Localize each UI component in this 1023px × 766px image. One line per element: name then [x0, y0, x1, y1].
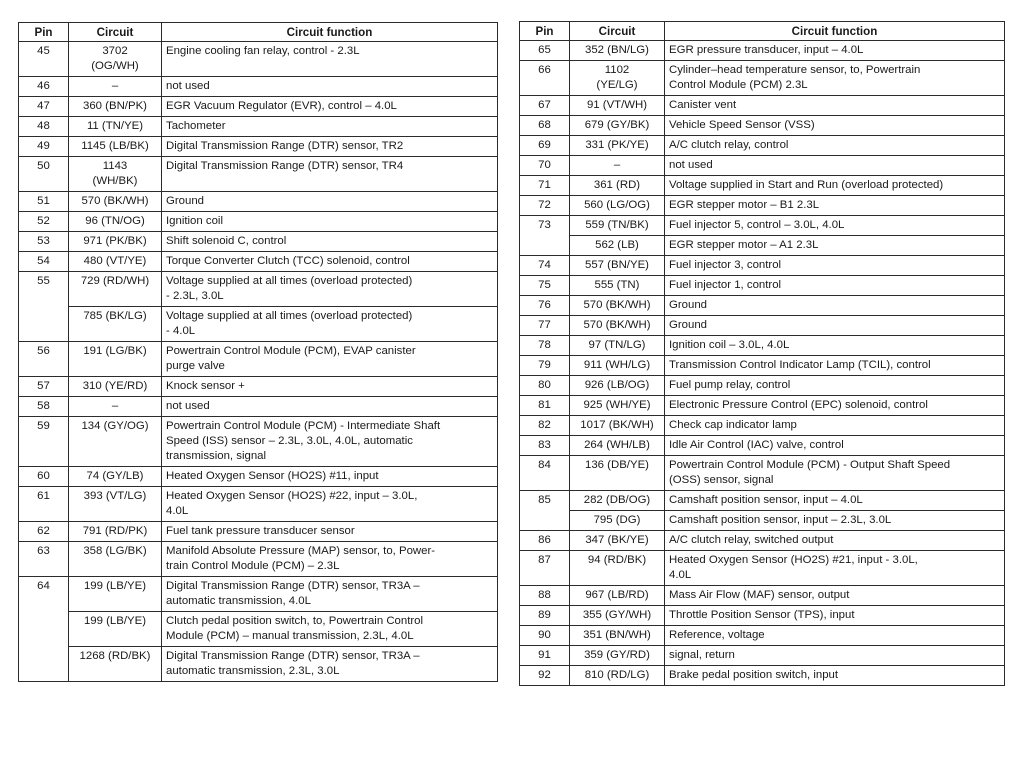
circuit-function-cell: Voltage supplied in Start and Run (overload protected)	[665, 176, 1005, 196]
circuit-function-cell: Camshaft position sensor, input – 2.3L, 3.0L	[665, 511, 1005, 531]
circuit-cell: 1268 (RD/BK)	[69, 647, 162, 682]
pin-cell: 62	[19, 522, 69, 542]
table-row	[520, 666, 1005, 686]
pin-cell: 84	[520, 456, 570, 491]
pin-cell: 81	[520, 396, 570, 416]
circuit-cell: 729 (RD/WH)	[69, 272, 162, 307]
circuit-function-cell: Camshaft position sensor, input – 4.0L	[665, 491, 1005, 511]
pin-cell: 92	[520, 666, 570, 686]
table-row	[19, 252, 498, 272]
circuit-function-cell: Fuel injector 5, control – 3.0L, 4.0L	[665, 216, 1005, 236]
circuit-function-cell: Brake pedal position switch, input	[665, 666, 1005, 686]
circuit-cell: 199 (LB/YE)	[69, 612, 162, 647]
circuit-cell: 91 (VT/WH)	[570, 96, 665, 116]
circuit-function-cell: Reference, voltage	[665, 626, 1005, 646]
circuit-cell: 791 (RD/PK)	[69, 522, 162, 542]
circuit-function-cell: Fuel tank pressure transducer sensor	[162, 522, 498, 542]
pin-header: Pin	[19, 23, 69, 42]
pin-cell: 90	[520, 626, 570, 646]
circuit-function-cell: Ground	[162, 192, 498, 212]
pin-cell: 85	[520, 491, 570, 531]
circuit-cell: 360 (BN/PK)	[69, 97, 162, 117]
table-row	[19, 417, 498, 467]
table-row	[520, 276, 1005, 296]
circuit-cell: 358 (LG/BK)	[69, 542, 162, 577]
table-row	[520, 216, 1005, 236]
circuit-cell: 555 (TN)	[570, 276, 665, 296]
circuit-cell: –	[69, 397, 162, 417]
circuit-cell: 393 (VT/LG)	[69, 487, 162, 522]
circuit-function-cell: Clutch pedal position switch, to, Powertrain Control Module (PCM) – manual transmission, 2.3L, 4.0L	[162, 612, 498, 647]
pin-cell: 59	[19, 417, 69, 467]
circuit-function-cell: not used	[665, 156, 1005, 176]
circuit-cell: 480 (VT/YE)	[69, 252, 162, 272]
pin-cell: 45	[19, 42, 69, 77]
circuit-function-cell: Digital Transmission Range (DTR) sensor, TR3A – automatic transmission, 2.3L, 3.0L	[162, 647, 498, 682]
pin-cell: 69	[520, 136, 570, 156]
circuit-function-cell: not used	[162, 77, 498, 97]
pin-cell: 48	[19, 117, 69, 137]
circuit-cell: 911 (WH/LG)	[570, 356, 665, 376]
circuit-function-cell: Fuel injector 1, control	[665, 276, 1005, 296]
circuit-cell: 331 (PK/YE)	[570, 136, 665, 156]
circuit-function-cell: Manifold Absolute Pressure (MAP) sensor, to, Power- train Control Module (PCM) – 2.3L	[162, 542, 498, 577]
table-row	[520, 511, 1005, 531]
circuit-function-cell: Ground	[665, 316, 1005, 336]
pin-cell: 88	[520, 586, 570, 606]
circuit-cell: 355 (GY/WH)	[570, 606, 665, 626]
pin-cell: 82	[520, 416, 570, 436]
pin-cell: 63	[19, 542, 69, 577]
circuit-cell: 347 (BK/YE)	[570, 531, 665, 551]
pin-cell: 89	[520, 606, 570, 626]
circuit-function-cell: EGR pressure transducer, input – 4.0L	[665, 41, 1005, 61]
table-row	[19, 522, 498, 542]
pin-cell: 53	[19, 232, 69, 252]
circuit-function-cell: Electronic Pressure Control (EPC) solenoid, control	[665, 396, 1005, 416]
circuit-cell: 557 (BN/YE)	[570, 256, 665, 276]
table-row	[19, 647, 498, 682]
header-row	[19, 23, 498, 42]
circuit-cell: 94 (RD/BK)	[570, 551, 665, 586]
pin-table-right	[519, 21, 1005, 686]
circuit-cell: 560 (LG/OG)	[570, 196, 665, 216]
table-row	[520, 396, 1005, 416]
pin-table-left	[18, 22, 498, 682]
pin-cell: 76	[520, 296, 570, 316]
circuit-function-cell: EGR stepper motor – B1 2.3L	[665, 196, 1005, 216]
circuit-cell: 971 (PK/BK)	[69, 232, 162, 252]
pin-cell: 87	[520, 551, 570, 586]
table-row	[520, 376, 1005, 396]
table-row	[520, 491, 1005, 511]
circuit-header: Circuit	[69, 23, 162, 42]
circuit-function-cell: Knock sensor +	[162, 377, 498, 397]
circuit-cell: 310 (YE/RD)	[69, 377, 162, 397]
circuit-cell: –	[69, 77, 162, 97]
table-row	[520, 606, 1005, 626]
table-row	[520, 136, 1005, 156]
circuit-cell: 351 (BN/WH)	[570, 626, 665, 646]
circuit-cell: 559 (TN/BK)	[570, 216, 665, 236]
circuit-cell: 810 (RD/LG)	[570, 666, 665, 686]
pin-cell: 54	[19, 252, 69, 272]
table-row	[520, 356, 1005, 376]
table-row	[520, 96, 1005, 116]
circuit-header: Circuit	[570, 22, 665, 41]
pin-cell: 50	[19, 157, 69, 192]
table-row	[520, 256, 1005, 276]
pin-cell: 91	[520, 646, 570, 666]
circuit-cell: 134 (GY/OG)	[69, 417, 162, 467]
pin-cell: 65	[520, 41, 570, 61]
pin-header: Pin	[520, 22, 570, 41]
circuit-cell: 785 (BK/LG)	[69, 307, 162, 342]
circuit-function-cell: EGR Vacuum Regulator (EVR), control – 4.0L	[162, 97, 498, 117]
pin-cell: 57	[19, 377, 69, 397]
table-row	[19, 97, 498, 117]
table-row	[19, 487, 498, 522]
circuit-cell: 795 (DG)	[570, 511, 665, 531]
circuit-function-header: Circuit function	[162, 23, 498, 42]
circuit-cell: 352 (BN/LG)	[570, 41, 665, 61]
circuit-cell: 1145 (LB/BK)	[69, 137, 162, 157]
circuit-cell: 1017 (BK/WH)	[570, 416, 665, 436]
pin-cell: 58	[19, 397, 69, 417]
table-row	[520, 296, 1005, 316]
circuit-function-cell: Transmission Control Indicator Lamp (TCIL), control	[665, 356, 1005, 376]
circuit-function-header: Circuit function	[665, 22, 1005, 41]
circuit-function-cell: signal, return	[665, 646, 1005, 666]
table-row	[520, 61, 1005, 96]
table-row	[520, 436, 1005, 456]
circuit-cell: 359 (GY/RD)	[570, 646, 665, 666]
circuit-function-cell: Vehicle Speed Sensor (VSS)	[665, 116, 1005, 136]
circuit-cell: 1102 (YE/LG)	[570, 61, 665, 96]
circuit-function-cell: Torque Converter Clutch (TCC) solenoid, control	[162, 252, 498, 272]
header-row	[520, 22, 1005, 41]
circuit-cell: –	[570, 156, 665, 176]
circuit-cell: 11 (TN/YE)	[69, 117, 162, 137]
circuit-function-cell: A/C clutch relay, control	[665, 136, 1005, 156]
pin-cell: 79	[520, 356, 570, 376]
table-row	[19, 232, 498, 252]
pin-cell: 71	[520, 176, 570, 196]
circuit-cell: 136 (DB/YE)	[570, 456, 665, 491]
table-row	[520, 416, 1005, 436]
circuit-function-cell: Check cap indicator lamp	[665, 416, 1005, 436]
pin-cell: 77	[520, 316, 570, 336]
table-row	[520, 41, 1005, 61]
circuit-function-cell: Idle Air Control (IAC) valve, control	[665, 436, 1005, 456]
circuit-function-cell: Powertrain Control Module (PCM) - Output Shaft Speed (OSS) sensor, signal	[665, 456, 1005, 491]
table-row	[19, 307, 498, 342]
circuit-function-cell: Ignition coil – 3.0L, 4.0L	[665, 336, 1005, 356]
table-row	[520, 336, 1005, 356]
pin-cell: 83	[520, 436, 570, 456]
circuit-cell: 570 (BK/WH)	[69, 192, 162, 212]
table-row	[19, 42, 498, 77]
pin-cell: 74	[520, 256, 570, 276]
circuit-function-cell: Throttle Position Sensor (TPS), input	[665, 606, 1005, 626]
circuit-function-cell: Heated Oxygen Sensor (HO2S) #22, input – 3.0L, 4.0L	[162, 487, 498, 522]
pin-cell: 64	[19, 577, 69, 682]
pin-cell: 55	[19, 272, 69, 342]
circuit-function-cell: Powertrain Control Module (PCM) - Intermediate Shaft Speed (ISS) sensor – 2.3L, 3.0L, 4.0L, automatic transmission, signal	[162, 417, 498, 467]
table-row	[19, 192, 498, 212]
circuit-function-cell: Heated Oxygen Sensor (HO2S) #21, input - 3.0L, 4.0L	[665, 551, 1005, 586]
table-row	[19, 212, 498, 232]
table-row	[520, 456, 1005, 491]
circuit-cell: 570 (BK/WH)	[570, 316, 665, 336]
table-row	[520, 316, 1005, 336]
circuit-function-cell: Engine cooling fan relay, control - 2.3L	[162, 42, 498, 77]
table-row	[19, 542, 498, 577]
circuit-cell: 679 (GY/BK)	[570, 116, 665, 136]
table-row	[520, 626, 1005, 646]
circuit-cell: 925 (WH/YE)	[570, 396, 665, 416]
circuit-function-cell: Voltage supplied at all times (overload protected) - 2.3L, 3.0L	[162, 272, 498, 307]
table-row	[19, 467, 498, 487]
circuit-cell: 3702 (OG/WH)	[69, 42, 162, 77]
circuit-function-cell: Mass Air Flow (MAF) sensor, output	[665, 586, 1005, 606]
table-row	[520, 586, 1005, 606]
table-row	[19, 117, 498, 137]
table-row	[19, 377, 498, 397]
circuit-cell: 967 (LB/RD)	[570, 586, 665, 606]
circuit-function-cell: Digital Transmission Range (DTR) sensor, TR3A – automatic transmission, 4.0L	[162, 577, 498, 612]
table-row	[19, 272, 498, 307]
circuit-function-cell: A/C clutch relay, switched output	[665, 531, 1005, 551]
circuit-function-cell: Tachometer	[162, 117, 498, 137]
pin-cell: 46	[19, 77, 69, 97]
pin-cell: 49	[19, 137, 69, 157]
table-row	[19, 137, 498, 157]
table-row	[520, 551, 1005, 586]
pin-cell: 73	[520, 216, 570, 256]
pin-cell: 56	[19, 342, 69, 377]
circuit-cell: 1143 (WH/BK)	[69, 157, 162, 192]
circuit-function-cell: Digital Transmission Range (DTR) sensor, TR4	[162, 157, 498, 192]
pin-cell: 47	[19, 97, 69, 117]
pin-cell: 70	[520, 156, 570, 176]
circuit-cell: 96 (TN/OG)	[69, 212, 162, 232]
pin-cell: 78	[520, 336, 570, 356]
circuit-function-cell: Fuel pump relay, control	[665, 376, 1005, 396]
circuit-cell: 282 (DB/OG)	[570, 491, 665, 511]
circuit-function-cell: EGR stepper motor – A1 2.3L	[665, 236, 1005, 256]
table-row	[520, 531, 1005, 551]
table-row	[520, 196, 1005, 216]
table-row	[520, 156, 1005, 176]
table-row	[520, 116, 1005, 136]
circuit-cell: 926 (LB/OG)	[570, 376, 665, 396]
circuit-cell: 570 (BK/WH)	[570, 296, 665, 316]
table-row	[19, 577, 498, 612]
table-row	[520, 236, 1005, 256]
pin-cell: 75	[520, 276, 570, 296]
circuit-function-cell: Powertrain Control Module (PCM), EVAP canister purge valve	[162, 342, 498, 377]
circuit-cell: 361 (RD)	[570, 176, 665, 196]
circuit-function-cell: Cylinder–head temperature sensor, to, Powertrain Control Module (PCM) 2.3L	[665, 61, 1005, 96]
pin-cell: 60	[19, 467, 69, 487]
circuit-cell: 264 (WH/LB)	[570, 436, 665, 456]
circuit-function-cell: Canister vent	[665, 96, 1005, 116]
table-row	[520, 176, 1005, 196]
pin-cell: 68	[520, 116, 570, 136]
table-row	[19, 77, 498, 97]
circuit-function-cell: Ground	[665, 296, 1005, 316]
table-row	[19, 157, 498, 192]
pin-cell: 66	[520, 61, 570, 96]
circuit-cell: 191 (LG/BK)	[69, 342, 162, 377]
circuit-cell: 562 (LB)	[570, 236, 665, 256]
table-row	[19, 612, 498, 647]
table-row	[19, 342, 498, 377]
circuit-function-cell: Ignition coil	[162, 212, 498, 232]
circuit-function-cell: Fuel injector 3, control	[665, 256, 1005, 276]
circuit-cell: 199 (LB/YE)	[69, 577, 162, 612]
table-row	[19, 397, 498, 417]
table-row	[520, 646, 1005, 666]
pin-cell: 72	[520, 196, 570, 216]
pin-cell: 86	[520, 531, 570, 551]
circuit-function-cell: not used	[162, 397, 498, 417]
pin-cell: 67	[520, 96, 570, 116]
circuit-cell: 74 (GY/LB)	[69, 467, 162, 487]
circuit-cell: 97 (TN/LG)	[570, 336, 665, 356]
pin-cell: 52	[19, 212, 69, 232]
pin-cell: 80	[520, 376, 570, 396]
pin-cell: 51	[19, 192, 69, 212]
circuit-function-cell: Heated Oxygen Sensor (HO2S) #11, input	[162, 467, 498, 487]
circuit-function-cell: Voltage supplied at all times (overload protected) - 4.0L	[162, 307, 498, 342]
circuit-function-cell: Shift solenoid C, control	[162, 232, 498, 252]
circuit-function-cell: Digital Transmission Range (DTR) sensor, TR2	[162, 137, 498, 157]
pin-cell: 61	[19, 487, 69, 522]
